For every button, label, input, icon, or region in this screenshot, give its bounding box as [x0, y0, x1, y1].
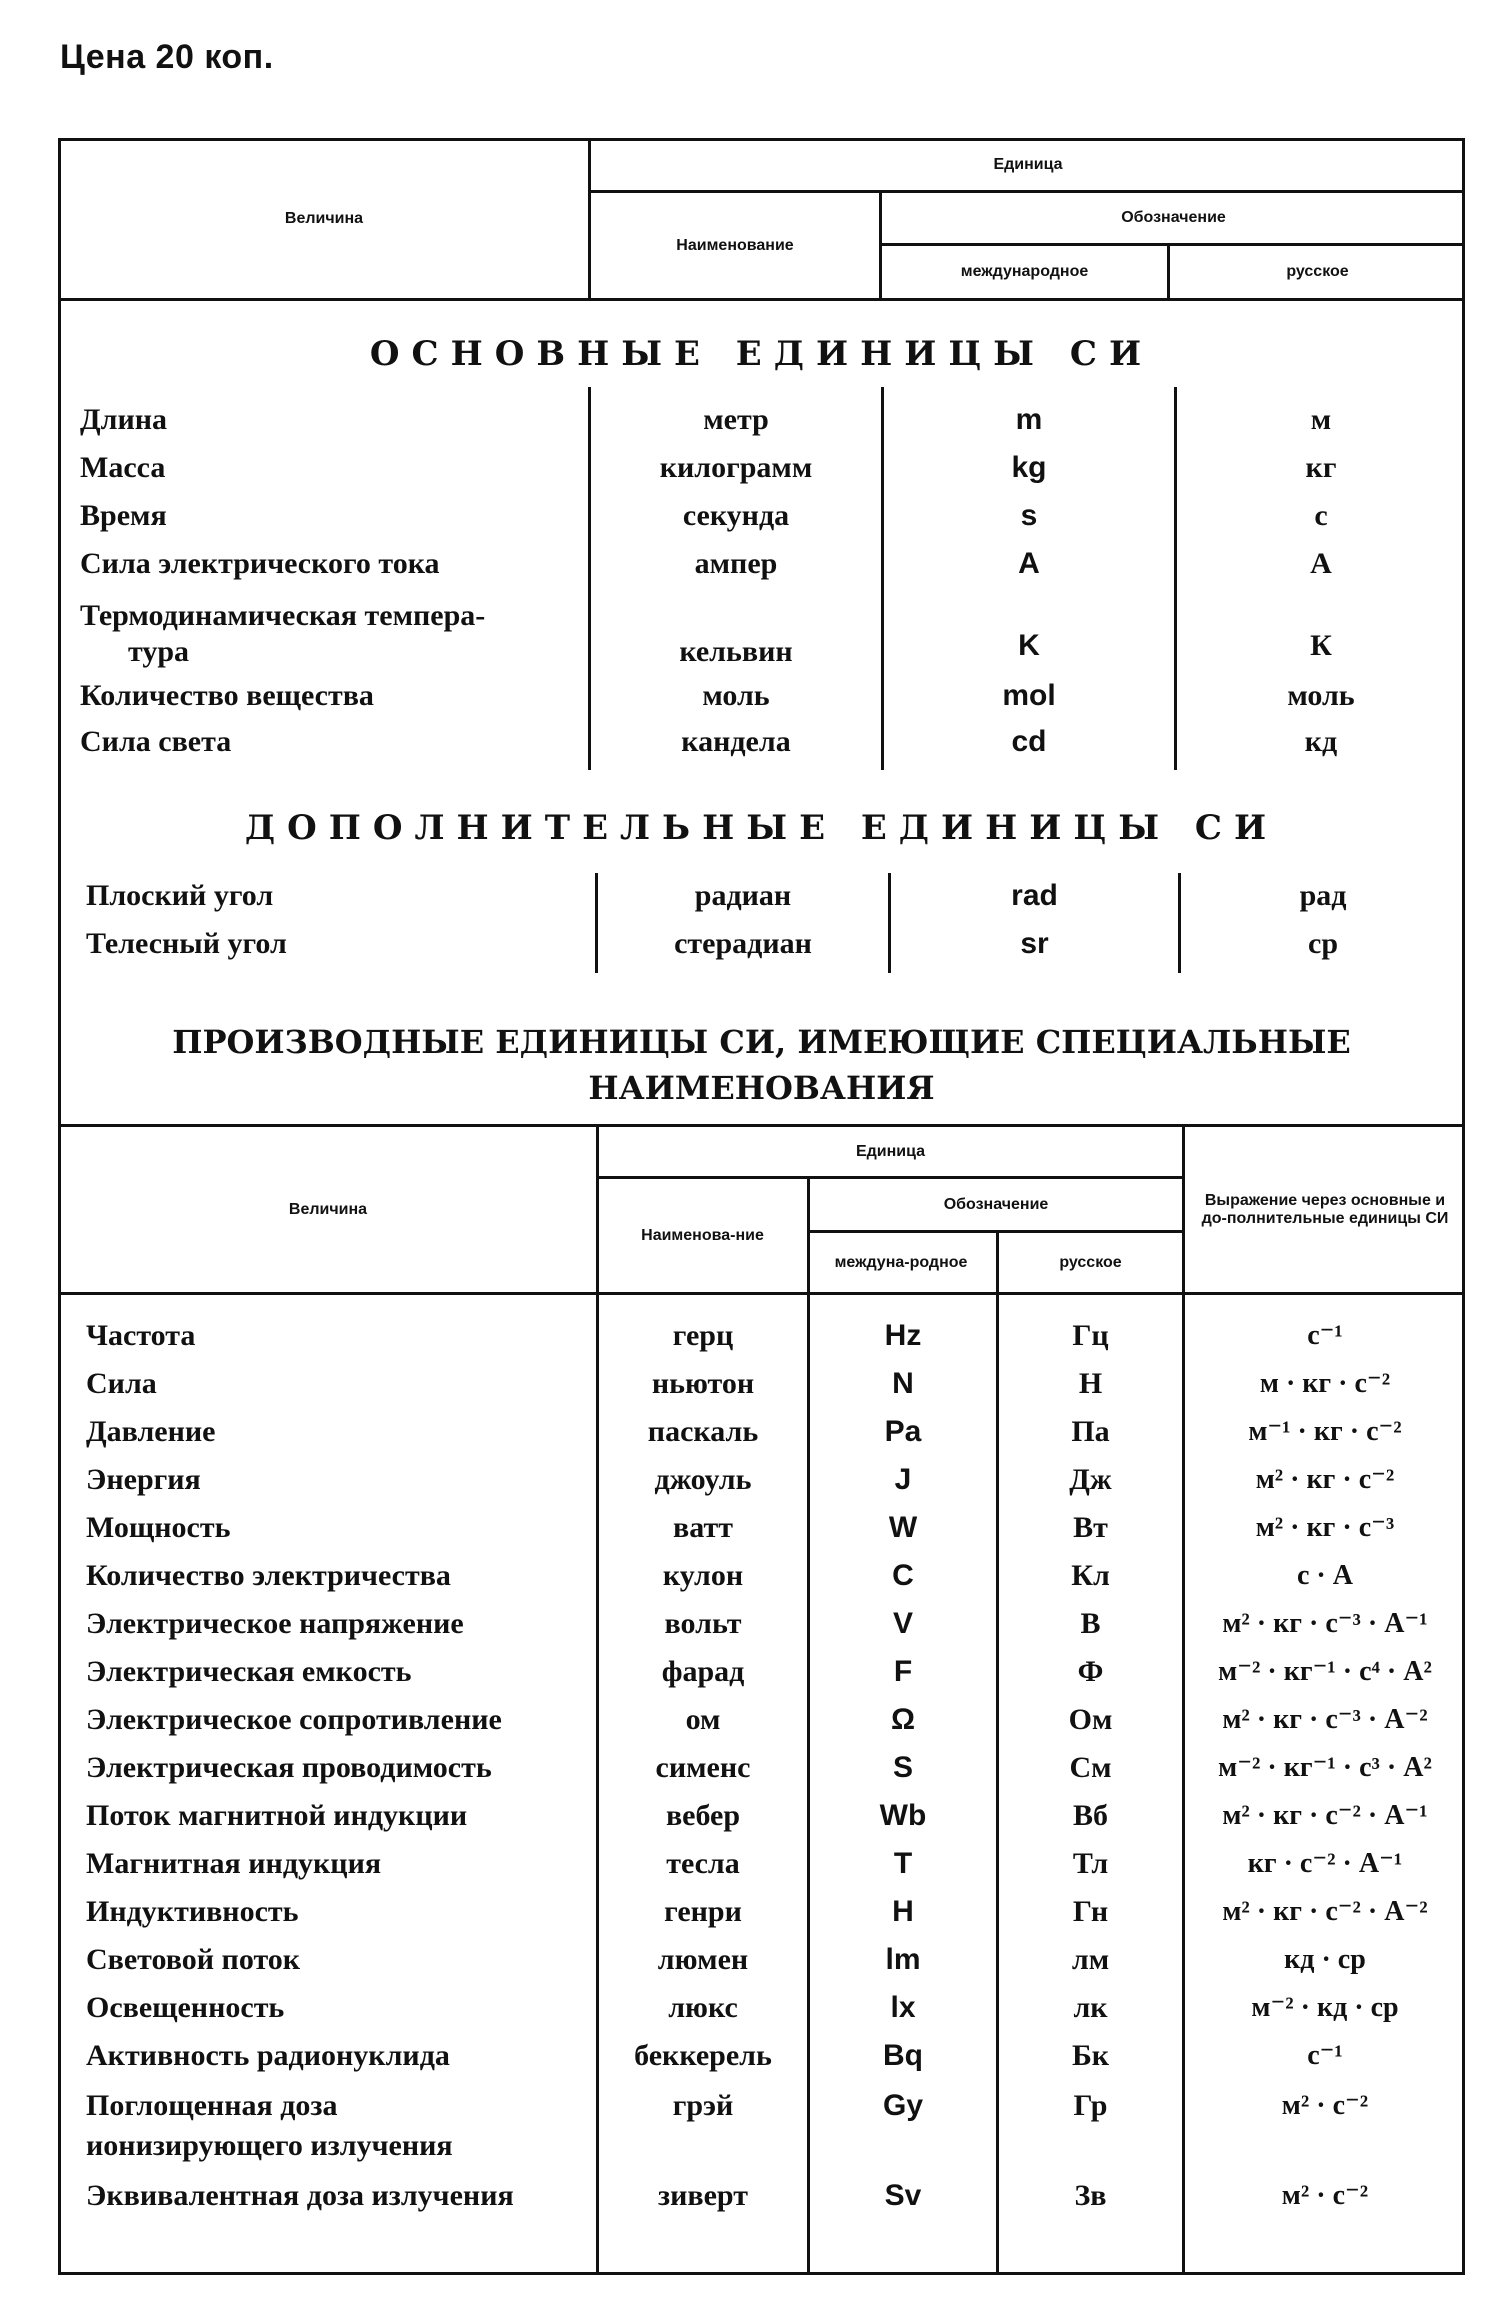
- expression-cell: кд · ср: [1284, 1944, 1366, 1975]
- unit-name-cell: кулон: [662, 1559, 744, 1592]
- expression-cell: с⁻¹: [1307, 1320, 1343, 1351]
- rus-symbol-cell: Па: [1071, 1415, 1110, 1448]
- unit-name-cell: тесла: [666, 1847, 740, 1880]
- base-units-title: ОСНОВНЫЕ ЕДИНИЦЫ СИ: [369, 334, 1154, 374]
- unit-name-cell: метр: [703, 403, 769, 436]
- derived-header-expression: Выражение через основные и до-полнительные единицы СИ: [1201, 1191, 1449, 1227]
- table-row: [0, 1940, 1508, 1986]
- table-row: [0, 676, 1508, 722]
- unit-name-cell: ом: [685, 1703, 721, 1736]
- intl-symbol-cell: lx: [890, 1991, 916, 2024]
- quantity-cell: Электрическое сопротивление: [86, 1703, 502, 1736]
- table-row: [0, 1844, 1508, 1890]
- rus-symbol-cell: Ом: [1068, 1703, 1113, 1736]
- table-row: [0, 1796, 1508, 1842]
- expression-cell: м² · кг · с⁻³ · А⁻¹: [1222, 1608, 1428, 1639]
- rus-symbol-cell: с: [1314, 499, 1328, 532]
- intl-symbol-cell: Bq: [883, 2039, 923, 2072]
- quantity-cell: Количество вещества: [80, 679, 374, 712]
- intl-symbol-cell: J: [894, 1463, 912, 1496]
- intl-symbol-cell: lm: [885, 1943, 921, 1976]
- rus-symbol-cell: м: [1310, 403, 1332, 436]
- expression-cell: м² · кг · с⁻³ · А⁻²: [1222, 1704, 1428, 1735]
- table-row: [0, 496, 1508, 542]
- quantity-cell: Мощность: [86, 1511, 231, 1544]
- intl-symbol-cell: N: [892, 1367, 914, 1400]
- unit-name-cell: люкс: [668, 1991, 738, 2024]
- table-row: [0, 876, 1508, 922]
- table-row: [0, 1604, 1508, 1650]
- rus-symbol-cell: В: [1080, 1607, 1101, 1640]
- rus-symbol-cell: моль: [1287, 679, 1355, 712]
- intl-symbol-cell: T: [893, 1847, 913, 1880]
- expression-cell: м⁻² · кг⁻¹ · с⁴ · А²: [1218, 1656, 1432, 1687]
- derived-header-quantity: Величина: [288, 1200, 368, 1218]
- unit-name-cell: сименс: [655, 1751, 751, 1784]
- unit-name-cell: секунда: [682, 499, 790, 532]
- quantity-cell-continued: ионизирующего излучения: [86, 2129, 453, 2162]
- unit-name-cell: радиан: [694, 879, 792, 912]
- expression-cell: м² · кг · с⁻³: [1255, 1512, 1395, 1543]
- price-label: Цена 20 коп.: [60, 38, 274, 76]
- unit-name-cell: беккерель: [634, 2039, 772, 2072]
- unit-name-cell: фарад: [661, 1655, 745, 1688]
- rus-symbol-cell: См: [1069, 1751, 1112, 1784]
- intl-symbol-cell: kg: [1011, 451, 1047, 484]
- rus-symbol-cell: лк: [1073, 1991, 1108, 2024]
- table-row: [0, 1700, 1508, 1746]
- table-row: [0, 400, 1508, 446]
- table-row: [0, 1316, 1508, 1362]
- supplementary-units-title: ДОПОЛНИТЕЛЬНЫЕ ЕДИНИЦЫ СИ: [244, 808, 1279, 848]
- unit-name-cell: кандела: [681, 725, 791, 758]
- expression-cell: м⁻² · кд · ср: [1251, 1992, 1399, 2023]
- expression-cell: м² · с⁻²: [1281, 2090, 1369, 2121]
- intl-symbol-cell: s: [1020, 499, 1038, 532]
- intl-symbol-cell: cd: [1011, 725, 1047, 758]
- unit-name-cell: зиверт: [658, 2179, 748, 2212]
- quantity-cell: Индуктивность: [86, 1895, 299, 1928]
- intl-symbol-cell: W: [888, 1511, 918, 1544]
- expression-cell: с⁻¹: [1307, 2040, 1343, 2071]
- rus-symbol-cell: Вб: [1072, 1799, 1108, 1832]
- rus-symbol-cell: Кл: [1071, 1559, 1110, 1592]
- unit-name-cell: грэй: [672, 2089, 734, 2122]
- unit-name-cell: ватт: [673, 1511, 733, 1544]
- expression-cell: м · кг · с⁻²: [1259, 1368, 1391, 1399]
- table-row: [0, 1460, 1508, 1506]
- intl-symbol-cell: H: [892, 1895, 914, 1928]
- rus-symbol-cell: Бк: [1071, 2039, 1110, 2072]
- table-row: [0, 1748, 1508, 1794]
- intl-symbol-cell: Pa: [884, 1415, 922, 1448]
- table-row: [0, 1892, 1508, 1938]
- quantity-cell-continued: тура: [128, 635, 190, 668]
- expression-cell: м² · кг · с⁻² · А⁻¹: [1222, 1800, 1428, 1831]
- quantity-cell: Световой поток: [86, 1943, 301, 1976]
- rus-symbol-cell: кг: [1305, 451, 1337, 484]
- intl-symbol-cell: rad: [1011, 879, 1058, 912]
- rus-symbol-cell: Зв: [1074, 2179, 1107, 2212]
- unit-name-cell: вольт: [664, 1607, 742, 1640]
- table-row: [0, 2086, 1508, 2162]
- quantity-cell: Магнитная индукция: [86, 1847, 382, 1880]
- header-quantity: Величина: [284, 210, 364, 227]
- quantity-cell: Поток магнитной индукции: [86, 1799, 468, 1832]
- rus-symbol-cell: кд: [1304, 725, 1338, 758]
- intl-symbol-cell: A: [1018, 547, 1040, 580]
- header-russian: русское: [1286, 263, 1349, 280]
- derived-header-name: Наименова-ние: [641, 1226, 764, 1244]
- intl-symbol-cell: K: [1018, 629, 1040, 662]
- intl-symbol-cell: C: [892, 1559, 914, 1592]
- header-designation: Обозначение: [1121, 209, 1226, 226]
- intl-symbol-cell: Ω: [890, 1703, 916, 1736]
- expression-cell: м² · кг · с⁻² · А⁻²: [1222, 1896, 1428, 1927]
- quantity-cell: Давление: [86, 1415, 216, 1448]
- unit-name-cell: джоуль: [654, 1463, 752, 1496]
- header-name: Наименование: [676, 236, 794, 254]
- rus-symbol-cell: Гц: [1072, 1319, 1109, 1352]
- quantity-cell: Время: [80, 499, 167, 532]
- derived-header-unit: Единица: [855, 1142, 926, 1160]
- rus-symbol-cell: лм: [1071, 1943, 1110, 1976]
- rus-symbol-cell: Гн: [1072, 1895, 1109, 1928]
- expression-cell: м⁻¹ · кг · с⁻²: [1248, 1416, 1402, 1447]
- header-unit: Единица: [993, 156, 1063, 173]
- table-row: [0, 1652, 1508, 1698]
- quantity-cell: Сила электрического тока: [80, 547, 440, 580]
- table-row: [0, 596, 1508, 686]
- intl-symbol-cell: Wb: [879, 1799, 927, 1832]
- intl-symbol-cell: S: [892, 1751, 913, 1784]
- quantity-cell: Электрическая емкость: [86, 1655, 412, 1688]
- intl-symbol-cell: Hz: [884, 1319, 922, 1352]
- intl-symbol-cell: Sv: [884, 2179, 922, 2212]
- derived-header-russian: русское: [1059, 1253, 1122, 1271]
- intl-symbol-cell: sr: [1020, 927, 1049, 960]
- quantity-cell: Количество электричества: [86, 1559, 451, 1592]
- rus-symbol-cell: Н: [1078, 1367, 1103, 1400]
- quantity-cell: Энергия: [86, 1463, 201, 1496]
- intl-symbol-cell: F: [893, 1655, 913, 1688]
- header-divider: [58, 298, 1465, 301]
- quantity-cell: Электрическое напряжение: [86, 1607, 464, 1640]
- unit-name-cell: паскаль: [647, 1415, 759, 1448]
- rus-symbol-cell: Вт: [1073, 1511, 1108, 1544]
- table-row: [0, 1364, 1508, 1410]
- unit-name-cell: ампер: [694, 547, 778, 580]
- table-row: [0, 1556, 1508, 1602]
- rus-symbol-cell: Ф: [1077, 1655, 1104, 1688]
- unit-name-cell: стерадиан: [674, 927, 812, 960]
- quantity-cell: Электрическая проводимость: [86, 1751, 492, 1784]
- expression-cell: м² · кг · с⁻²: [1255, 1464, 1395, 1495]
- rus-symbol-cell: Тл: [1072, 1847, 1109, 1880]
- quantity-cell: Сила: [86, 1367, 157, 1400]
- derived-header-designation: Обозначение: [943, 1195, 1049, 1213]
- quantity-cell: Эквивалентная доза излучения: [86, 2179, 514, 2212]
- expression-cell: м² · с⁻²: [1281, 2180, 1369, 2211]
- quantity-cell: Активность радионуклида: [86, 2039, 450, 2072]
- unit-name-cell: вебер: [665, 1799, 741, 1832]
- table-row: [0, 544, 1508, 590]
- rus-symbol-cell: Дж: [1069, 1463, 1112, 1496]
- table-row: [0, 2036, 1508, 2082]
- table-row: [0, 1508, 1508, 1554]
- table-row: [0, 2176, 1508, 2222]
- unit-name-cell: люмен: [657, 1943, 749, 1976]
- quantity-cell: Длина: [80, 403, 168, 436]
- intl-symbol-cell: Gy: [882, 2089, 924, 2122]
- unit-name-cell: килограмм: [659, 451, 813, 484]
- quantity-cell: Термодинамическая темпера-: [80, 599, 486, 632]
- derived-header-international: междуна-родное: [834, 1253, 968, 1271]
- header-international: международное: [960, 263, 1089, 280]
- quantity-cell: Частота: [86, 1319, 196, 1352]
- unit-name-cell: моль: [702, 679, 770, 712]
- table-row: [0, 448, 1508, 494]
- rus-symbol-cell: рад: [1299, 879, 1347, 912]
- table-row: [0, 722, 1508, 768]
- expression-cell: кг · с⁻² · А⁻¹: [1247, 1848, 1403, 1879]
- intl-symbol-cell: mol: [1002, 679, 1056, 712]
- quantity-cell: Плоский угол: [86, 879, 274, 912]
- table-row: [0, 1412, 1508, 1458]
- quantity-cell: Поглощенная доза: [86, 2089, 338, 2122]
- rus-symbol-cell: А: [1310, 547, 1332, 580]
- unit-name-cell: герц: [672, 1319, 734, 1352]
- intl-symbol-cell: V: [892, 1607, 913, 1640]
- expression-cell: м⁻² · кг⁻¹ · с³ · А²: [1218, 1752, 1432, 1783]
- table-row: [0, 1988, 1508, 2034]
- expression-cell: с · А: [1297, 1560, 1353, 1591]
- rus-symbol-cell: Гр: [1073, 2089, 1108, 2122]
- quantity-cell: Сила света: [80, 725, 232, 758]
- unit-name-cell: ньютон: [651, 1367, 755, 1400]
- quantity-cell: Освещенность: [86, 1991, 285, 2024]
- rus-symbol-cell: К: [1310, 629, 1332, 662]
- derived-header-divider: [58, 1292, 1465, 1295]
- derived-units-title-line1: ПРОИЗВОДНЫЕ ЕДИНИЦЫ СИ, ИМЕЮЩИЕ СПЕЦИАЛЬНЫЕ: [172, 1023, 1351, 1061]
- table-row: [0, 924, 1508, 970]
- unit-name-cell: кельвин: [679, 635, 793, 668]
- quantity-cell: Масса: [80, 451, 166, 484]
- unit-name-cell: генри: [664, 1895, 742, 1928]
- quantity-cell: Телесный угол: [86, 927, 287, 960]
- derived-units-title-line2: НАИМЕНОВАНИЯ: [588, 1069, 935, 1107]
- intl-symbol-cell: m: [1015, 403, 1043, 436]
- rus-symbol-cell: ср: [1308, 927, 1338, 960]
